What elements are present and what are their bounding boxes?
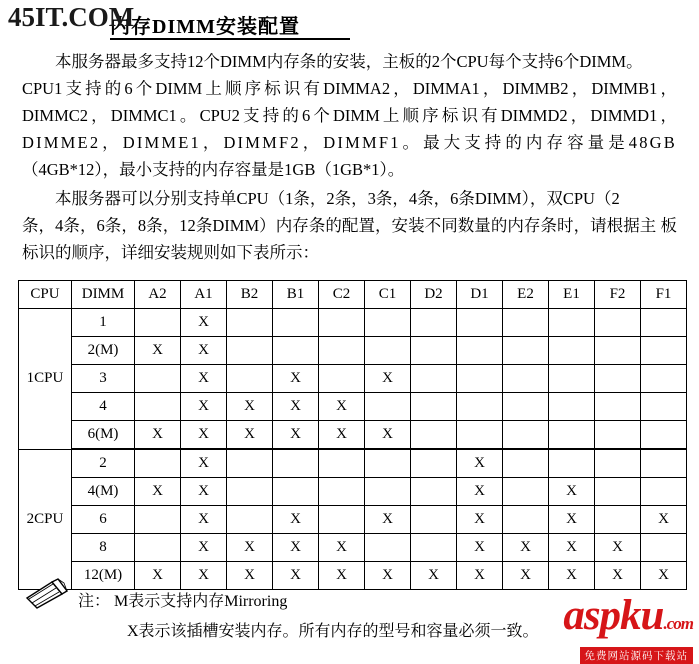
dimm-count-label: 2(M) bbox=[72, 337, 135, 365]
header-dimm: DIMM bbox=[72, 281, 135, 309]
dimm-count-label: 2 bbox=[72, 449, 135, 478]
slot-cell-f2: X bbox=[595, 534, 641, 562]
dimm-count-label: 4(M) bbox=[72, 478, 135, 506]
slot-cell-f1 bbox=[641, 421, 687, 450]
slot-cell-e2 bbox=[503, 421, 549, 450]
header-f2: F2 bbox=[595, 281, 641, 309]
note-line-1: 注： M表示支持内存Mirroring bbox=[78, 593, 288, 610]
header-a1: A1 bbox=[181, 281, 227, 309]
watermark-top-left: 45IT.COM bbox=[8, 2, 135, 32]
logo-main-text: aspku bbox=[563, 592, 664, 639]
slot-cell-a1: X bbox=[181, 421, 227, 450]
slot-cell-c1 bbox=[365, 449, 411, 478]
table-row bbox=[19, 534, 687, 562]
slot-cell-d2 bbox=[411, 365, 457, 393]
slot-cell-b2: X bbox=[227, 562, 273, 590]
slot-cell-e1 bbox=[549, 337, 595, 365]
slot-cell-d2 bbox=[411, 309, 457, 337]
paragraph-two-line-1: 本服务器可以分别支持单CPU（1条，2条，3条，4条，6条DIMM），双CPU（2 bbox=[55, 189, 620, 208]
site-logo bbox=[497, 592, 693, 662]
slot-cell-e1 bbox=[549, 449, 595, 478]
slot-cell-f1 bbox=[641, 393, 687, 421]
slot-cell-e1 bbox=[549, 393, 595, 421]
slot-cell-e2 bbox=[503, 449, 549, 478]
slot-cell-b1 bbox=[273, 337, 319, 365]
slot-cell-a2: X bbox=[135, 562, 181, 590]
slot-cell-c2 bbox=[319, 365, 365, 393]
slot-cell-c2 bbox=[319, 309, 365, 337]
slot-cell-f2 bbox=[595, 309, 641, 337]
slot-cell-e1: X bbox=[549, 506, 595, 534]
slot-cell-e2 bbox=[503, 309, 549, 337]
paragraph-two bbox=[22, 185, 677, 266]
paragraph-one-line-1: 本服务器最多支持12个DIMM内存条的安装，主板的2个CPU每个支持6个DIMM。 bbox=[55, 52, 643, 71]
header-d2: D2 bbox=[411, 281, 457, 309]
dimm-count-label: 12(M) bbox=[72, 562, 135, 590]
slot-cell-a2 bbox=[135, 506, 181, 534]
slot-cell-e1 bbox=[549, 365, 595, 393]
slot-cell-d2 bbox=[411, 449, 457, 478]
slot-cell-f2 bbox=[595, 421, 641, 450]
slot-cell-c1 bbox=[365, 534, 411, 562]
slot-cell-a2 bbox=[135, 393, 181, 421]
slot-cell-a2: X bbox=[135, 478, 181, 506]
slot-cell-c1 bbox=[365, 309, 411, 337]
header-e1: E1 bbox=[549, 281, 595, 309]
slot-cell-a1: X bbox=[181, 478, 227, 506]
header-cpu: CPU bbox=[19, 281, 72, 309]
logo-wordmark bbox=[497, 594, 693, 646]
dimm-count-label: 6 bbox=[72, 506, 135, 534]
slot-cell-b2 bbox=[227, 449, 273, 478]
paragraph-one bbox=[22, 48, 677, 183]
slot-cell-d1 bbox=[457, 393, 503, 421]
slot-cell-d2 bbox=[411, 534, 457, 562]
slot-cell-c1: X bbox=[365, 506, 411, 534]
slot-cell-a1: X bbox=[181, 449, 227, 478]
slot-cell-c2 bbox=[319, 337, 365, 365]
slot-cell-b2: X bbox=[227, 393, 273, 421]
paragraph-one-line-5: （4GB*12），最小支持的内存容量是1GB（1GB*1）。 bbox=[22, 160, 405, 179]
table-row bbox=[19, 421, 687, 450]
slot-cell-d2 bbox=[411, 506, 457, 534]
slot-cell-a1: X bbox=[181, 393, 227, 421]
slot-cell-e1: X bbox=[549, 562, 595, 590]
slot-cell-c1: X bbox=[365, 365, 411, 393]
header-e2: E2 bbox=[503, 281, 549, 309]
cpu-group-label: 2CPU bbox=[19, 449, 72, 590]
slot-cell-f1: X bbox=[641, 562, 687, 590]
slot-cell-b2 bbox=[227, 506, 273, 534]
slot-cell-c2: X bbox=[319, 393, 365, 421]
table-row bbox=[19, 337, 687, 365]
slot-cell-c1 bbox=[365, 393, 411, 421]
slot-cell-a1: X bbox=[181, 365, 227, 393]
slot-cell-b1: X bbox=[273, 421, 319, 450]
paragraph-one-line-3: DIMMC2，DIMMC1。CPU2支持的6个DIMM上顺序标识有DIMMD2，DIMMD1， bbox=[22, 106, 677, 125]
slot-cell-e1 bbox=[549, 421, 595, 450]
slot-cell-b1 bbox=[273, 478, 319, 506]
slot-cell-e2: X bbox=[503, 534, 549, 562]
slot-cell-d1: X bbox=[457, 506, 503, 534]
dimm-count-label: 4 bbox=[72, 393, 135, 421]
slot-cell-c1 bbox=[365, 478, 411, 506]
slot-cell-e2 bbox=[503, 365, 549, 393]
slot-cell-f2 bbox=[595, 478, 641, 506]
slot-cell-d1 bbox=[457, 309, 503, 337]
paragraph-one-line-4: DIMME2，DIMME1，DIMMF2，DIMMF1。最大支持的内存容量是48GB bbox=[22, 133, 677, 152]
slot-cell-e2 bbox=[503, 337, 549, 365]
slot-cell-b1 bbox=[273, 449, 319, 478]
slot-cell-c2: X bbox=[319, 421, 365, 450]
slot-cell-a2 bbox=[135, 365, 181, 393]
table-row bbox=[19, 393, 687, 421]
table-body bbox=[19, 309, 687, 590]
slot-cell-f2 bbox=[595, 393, 641, 421]
slot-cell-f1 bbox=[641, 449, 687, 478]
slot-cell-c2 bbox=[319, 449, 365, 478]
slot-cell-d2 bbox=[411, 478, 457, 506]
table-row bbox=[19, 478, 687, 506]
slot-cell-b2 bbox=[227, 478, 273, 506]
dimm-count-label: 6(M) bbox=[72, 421, 135, 450]
slot-cell-b1: X bbox=[273, 506, 319, 534]
table-row bbox=[19, 365, 687, 393]
slot-cell-b1: X bbox=[273, 562, 319, 590]
slot-cell-d2 bbox=[411, 393, 457, 421]
slot-cell-f2 bbox=[595, 449, 641, 478]
slot-cell-c2: X bbox=[319, 534, 365, 562]
table-row bbox=[19, 562, 687, 590]
header-b2: B2 bbox=[227, 281, 273, 309]
slot-cell-e2: X bbox=[503, 562, 549, 590]
slot-cell-a1: X bbox=[181, 562, 227, 590]
slot-cell-e2 bbox=[503, 506, 549, 534]
slot-cell-f1 bbox=[641, 337, 687, 365]
slot-cell-f2 bbox=[595, 365, 641, 393]
slot-cell-e1 bbox=[549, 309, 595, 337]
header-f1: F1 bbox=[641, 281, 687, 309]
header-b1: B1 bbox=[273, 281, 319, 309]
slot-cell-d1: X bbox=[457, 534, 503, 562]
dimm-count-label: 8 bbox=[72, 534, 135, 562]
slot-cell-a1: X bbox=[181, 337, 227, 365]
slot-cell-d1: X bbox=[457, 562, 503, 590]
table-row bbox=[19, 309, 687, 337]
slot-cell-e1: X bbox=[549, 534, 595, 562]
slot-cell-a2 bbox=[135, 449, 181, 478]
dimm-count-label: 1 bbox=[72, 309, 135, 337]
slot-cell-c1: X bbox=[365, 421, 411, 450]
slot-cell-f1 bbox=[641, 365, 687, 393]
slot-cell-a2: X bbox=[135, 421, 181, 450]
cpu-group-label: 1CPU bbox=[19, 309, 72, 450]
header-d1: D1 bbox=[457, 281, 503, 309]
slot-cell-c2: X bbox=[319, 562, 365, 590]
logo-tagline: 免费网站源码下载站 bbox=[580, 647, 694, 664]
slot-cell-d2 bbox=[411, 337, 457, 365]
slot-cell-b2: X bbox=[227, 421, 273, 450]
slot-cell-f2: X bbox=[595, 562, 641, 590]
paragraph-two-line-2: 条，4条，6条，8条，12条DIMM）内存条的配置，安装不同数量的内存条时，请根据主 bbox=[22, 216, 657, 235]
slot-cell-e2 bbox=[503, 478, 549, 506]
slot-cell-c1 bbox=[365, 337, 411, 365]
paragraph-one-line-2: CPU1支持的6个DIMM上顺序标识有DIMMA2，DIMMA1，DIMMB2，DIMMB1， bbox=[22, 79, 677, 98]
slot-cell-d1: X bbox=[457, 478, 503, 506]
slot-cell-e1: X bbox=[549, 478, 595, 506]
slot-cell-a2 bbox=[135, 309, 181, 337]
header-c1: C1 bbox=[365, 281, 411, 309]
header-c2: C2 bbox=[319, 281, 365, 309]
slot-cell-f2 bbox=[595, 506, 641, 534]
slot-cell-f1 bbox=[641, 478, 687, 506]
table-header-row bbox=[19, 281, 687, 309]
slot-cell-b2 bbox=[227, 309, 273, 337]
slot-cell-b1: X bbox=[273, 393, 319, 421]
slot-cell-a1: X bbox=[181, 506, 227, 534]
slot-cell-f1 bbox=[641, 534, 687, 562]
slot-cell-f2 bbox=[595, 337, 641, 365]
logo-tld-text: .com bbox=[663, 614, 693, 633]
slot-cell-b2 bbox=[227, 365, 273, 393]
header-a2: A2 bbox=[135, 281, 181, 309]
slot-cell-b2: X bbox=[227, 534, 273, 562]
slot-cell-f1: X bbox=[641, 506, 687, 534]
slot-cell-b1 bbox=[273, 309, 319, 337]
slot-cell-d1 bbox=[457, 337, 503, 365]
slot-cell-d1: X bbox=[457, 449, 503, 478]
slot-cell-b1: X bbox=[273, 365, 319, 393]
title-underline bbox=[110, 38, 350, 40]
table-row bbox=[19, 449, 687, 478]
page-title: 内存DIMM安装配置 bbox=[110, 16, 300, 38]
slot-cell-a1: X bbox=[181, 534, 227, 562]
table-row bbox=[19, 506, 687, 534]
slot-cell-a1: X bbox=[181, 309, 227, 337]
slot-cell-b2 bbox=[227, 337, 273, 365]
slot-cell-a2 bbox=[135, 534, 181, 562]
slot-cell-c2 bbox=[319, 478, 365, 506]
note-pencil-icon bbox=[24, 578, 68, 610]
slot-cell-c1: X bbox=[365, 562, 411, 590]
slot-cell-e2 bbox=[503, 393, 549, 421]
slot-cell-d1 bbox=[457, 365, 503, 393]
slot-cell-c2 bbox=[319, 506, 365, 534]
slot-cell-a2: X bbox=[135, 337, 181, 365]
slot-cell-b1: X bbox=[273, 534, 319, 562]
note-line-2: X表示该插槽安装内存。所有内存的型号和容量必须一致。 bbox=[127, 623, 539, 640]
dimm-count-label: 3 bbox=[72, 365, 135, 393]
slot-cell-d2 bbox=[411, 421, 457, 450]
slot-cell-d1 bbox=[457, 421, 503, 450]
slot-cell-f1 bbox=[641, 309, 687, 337]
slot-cell-d2: X bbox=[411, 562, 457, 590]
dimm-configuration-table bbox=[18, 280, 687, 590]
paragraph-two-line-3: 板标识的顺序，详细安装规则如下表所示： bbox=[22, 216, 678, 262]
